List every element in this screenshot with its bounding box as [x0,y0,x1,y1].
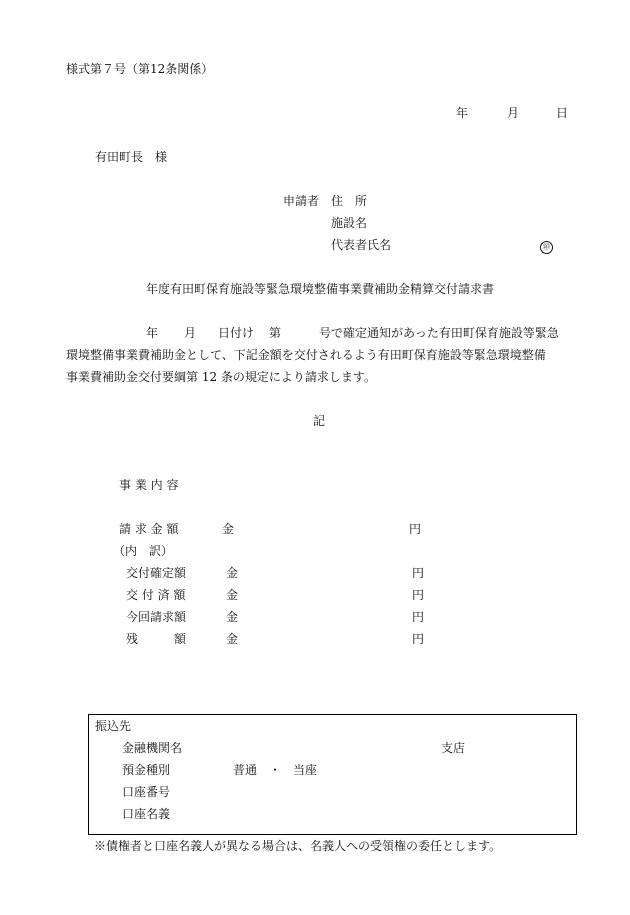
breakdown-row-yen: 円 [412,588,425,602]
ki-heading: 記 [313,414,326,428]
breakdown-row-label: 今回請求額 [126,610,187,624]
addressee: 有田町長 様 [95,150,168,164]
body-year: 年 [146,326,159,340]
breakdown-row-label: 残 額 [126,632,187,646]
request-amount-kin: 金 [222,522,235,536]
applicant-label: 申請者 [283,194,320,208]
applicant-representative-label: 代表者氏名 [331,238,392,252]
breakdown-label: （内 訳） [113,544,174,558]
bank-account-number-label: 口座番号 [122,785,171,799]
breakdown-row-kin: 金 [226,566,239,580]
date-day: 日 [556,106,569,120]
document-title: 年度有田町保育施設等緊急環境整備事業費補助金精算交付請求書 [146,282,495,296]
bank-title: 振込先 [95,719,132,733]
request-amount-label: 請 求 金 額 [119,522,179,536]
body-day-ref: 日付け [218,326,255,340]
breakdown-row-kin: 金 [226,610,239,624]
bank-account-type-label: 預金種別 [122,763,171,777]
breakdown-row-kin: 金 [226,632,239,646]
breakdown-row-yen: 円 [412,632,425,646]
seal-icon: ㊞ [540,241,553,254]
bank-account-name-label: 口座名義 [122,807,171,821]
request-amount-yen: 円 [409,522,422,536]
body-line3: 事業費補助金交付要綱第 12 条の規定により請求します。 [66,370,376,384]
applicant-address-label: 住 所 [331,194,368,208]
breakdown-row-yen: 円 [412,610,425,624]
applicant-facility-label: 施設名 [331,216,368,230]
form-number: 様式第７号（第12条関係） [66,62,214,76]
body-line2: 環境整備事業費補助金として、下記金額を交付されるよう有田町保育施設等緊急環境整備 [66,348,546,362]
breakdown-row-yen: 円 [412,566,425,580]
footnote: ※債権者と口座名義人が異なる場合は、名義人への受領権の委任とします。 [94,839,502,853]
body-line1: 号で確定通知があった有田町保育施設等緊急 [319,326,559,340]
business-content-label: 事 業 内 容 [119,478,179,492]
seal-mark [540,239,553,254]
date-year: 年 [456,106,469,120]
date-month: 月 [507,106,520,120]
body-month: 月 [184,326,197,340]
bank-institution-label: 金融機関名 [122,741,183,755]
bank-branch-label: 支店 [441,741,466,755]
breakdown-row-kin: 金 [226,588,239,602]
breakdown-row-label: 交付確定額 [126,566,187,580]
breakdown-row-label: 交 付 済 額 [126,588,186,602]
bank-account-type-options: 普通 ・ 当座 [233,763,318,777]
body-no-prefix: 第 [269,326,282,340]
